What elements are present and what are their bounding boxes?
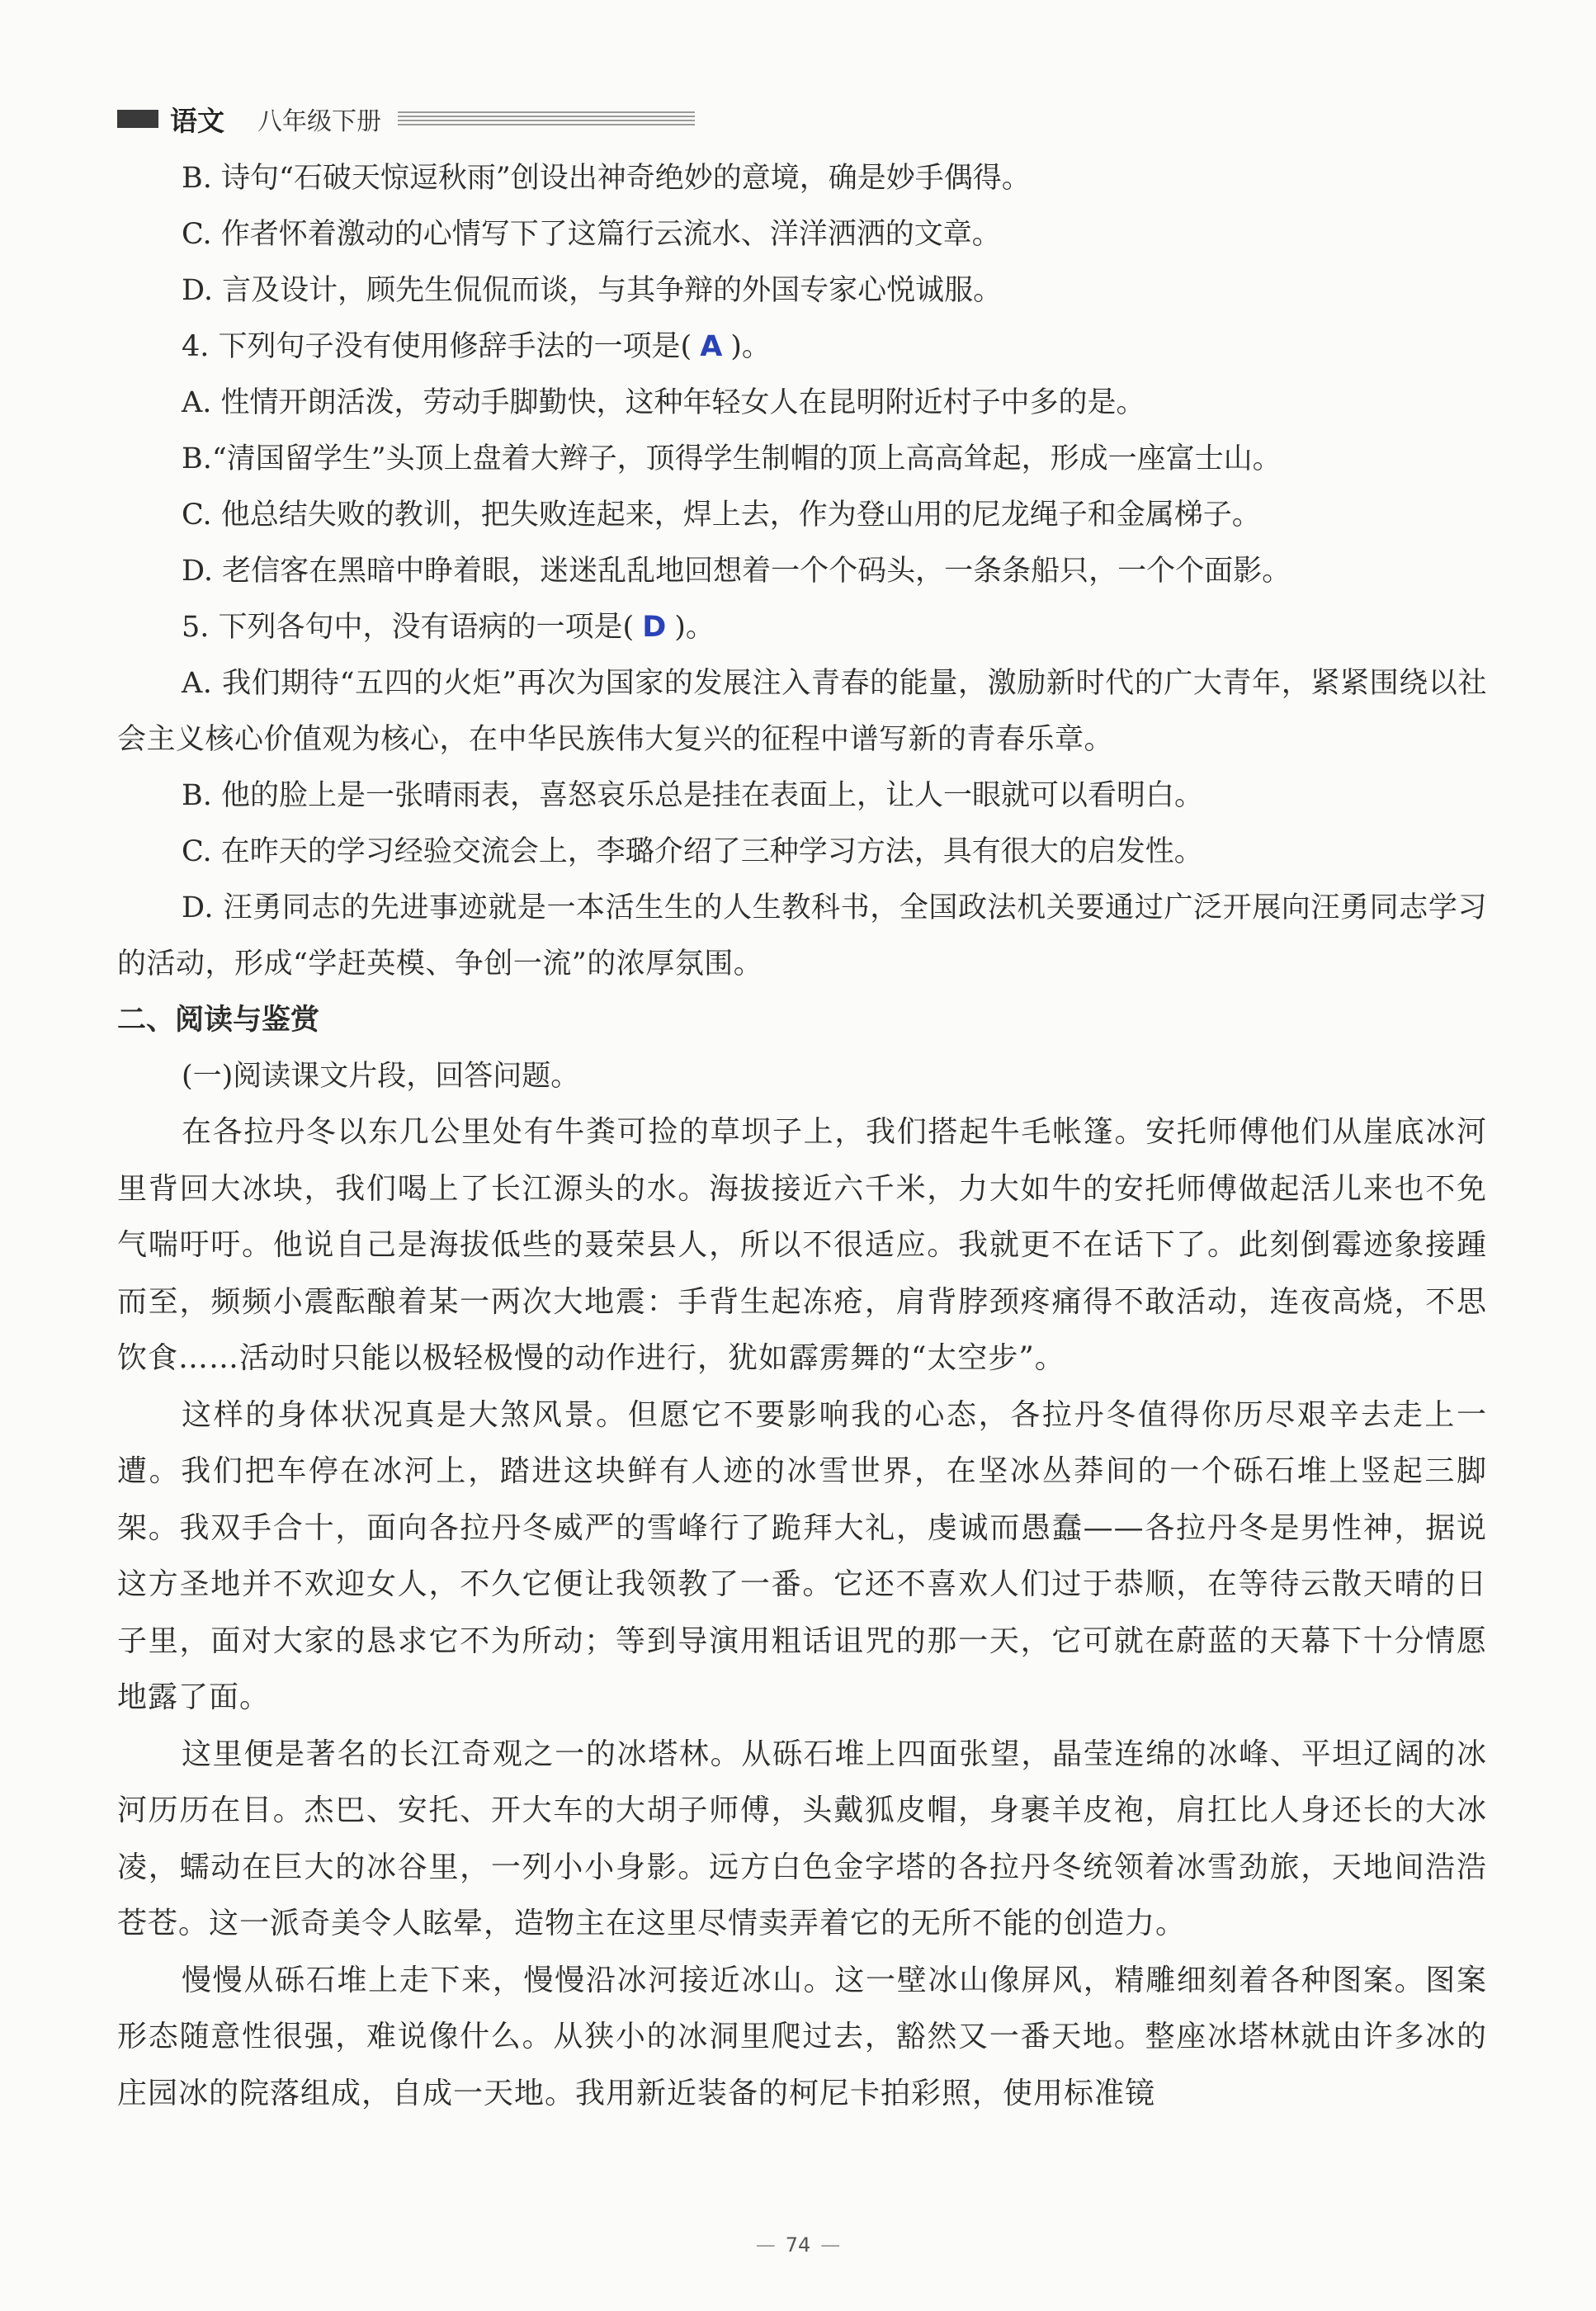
q4-option-d: D. 老信客在黑暗中睁着眼，迷迷乱乱地回想着一个个码头，一条条船只，一个个面影。 bbox=[182, 555, 1291, 588]
q5-stem-end: )。 bbox=[674, 611, 715, 644]
q3-option-b: B. 诗句“石破天惊逗秋雨”创设出神奇绝妙的意境，确是妙手偶得。 bbox=[182, 162, 1031, 195]
header-rule bbox=[398, 111, 695, 126]
q3-option-d: D. 言及设计，顾先生侃侃而谈，与其争辩的外国专家心悦诚服。 bbox=[182, 274, 1003, 307]
q5-option-b: B. 他的脸上是一张晴雨表，喜怒哀乐总是挂在表面上，让人一眼就可以看明白。 bbox=[182, 779, 1203, 812]
q4-option-c: C. 他总结失败的教训，把失败连起来，焊上去，作为登山用的尼龙绳子和金属梯子。 bbox=[182, 499, 1261, 532]
header-subject: 语文 bbox=[170, 104, 224, 137]
reading-paragraph-2: 这样的身体状况真是大煞风景。但愿它不要影响我的心态，各拉丹冬值得你历尽艰辛去走上一遭。我们把车停在冰河上，踏进这块鲜有人迹的冰雪世界，在坚冰丛莽间的一个砾石堆上竖起三脚架。我双手合十，面向各拉丹冬威严的雪峰行了跪拜大礼，虔诚而愚蠢——各拉丹冬是男性神，据说这方圣地并不欢迎女人，不久它便让我领教了一番。它还不喜欢人们过于恭顺，在等待云散天晴的日子里，面对大家的恳求它不为所动；等到导演用粗话诅咒的那一天，它可就在蔚蓝的天幕下十分情愿地露了面。 bbox=[117, 1397, 1487, 1714]
q5-stem-text: 5. 下列各句中，没有语病的一项是( bbox=[182, 611, 635, 644]
q4-answer: A bbox=[700, 330, 723, 363]
page-content bbox=[117, 150, 1487, 2122]
reading-paragraph-3: 这里便是著名的长江奇观之一的冰塔林。从砾石堆上四面张望，晶莹连绵的冰峰、平坦辽阔的冰河历历在目。杰巴、安托、开大车的大胡子师傅，头戴狐皮帽，身裹羊皮袍，肩扛比人身还长的大冰凌，蠕动在巨大的冰谷里，一列小小身影。远方白色金字塔的各拉丹冬统领着冰雪劲旅，天地间浩浩苍苍。这一派奇美令人眩晕，造物主在这里尽情卖弄着它的无所不能的创造力。 bbox=[117, 1737, 1487, 1940]
header-marker-bar bbox=[117, 110, 158, 128]
header-grade: 八年级下册 bbox=[257, 107, 381, 136]
q4-stem bbox=[117, 319, 1487, 375]
q3-option-c: C. 作者怀着激动的心情写下了这篇行云流水、洋洋洒洒的文章。 bbox=[182, 218, 1001, 251]
section-title: 二、阅读与鉴赏 bbox=[117, 1004, 320, 1037]
q4-stem-end: )。 bbox=[730, 330, 771, 363]
q5-stem bbox=[117, 599, 1487, 655]
reading-paragraph-1: 在各拉丹冬以东几公里处有牛粪可捡的草坝子上，我们搭起牛毛帐篷。安托师傅他们从崖底冰河里背回大冰块，我们喝上了长江源头的水。海拔接近六千米，力大如牛的安托师傅做起活儿来也不免气喘吁吁。他说自己是海拔低些的聂荣县人，所以不很适应。我就更不在话下了。此刻倒霉迹象接踵而至，频频小震酝酿着某一两次大地震：手背生起冻疮，肩背脖颈疼痛得不敢活动，连夜高烧，不思饮食……活动时只能以极轻极慢的动作进行，犹如霹雳舞的“太空步”。 bbox=[117, 1115, 1487, 1375]
footer-dash-right: — bbox=[820, 2233, 841, 2257]
q5-option-c: C. 在昨天的学习经验交流会上，李璐介绍了三种学习方法，具有很大的启发性。 bbox=[182, 835, 1203, 868]
q4-option-b: B.“清国留学生”头顶上盘着大辫子，顶得学生制帽的顶上高高耸起，形成一座富士山。 bbox=[182, 442, 1282, 475]
reading-paragraph-4: 慢慢从砾石堆上走下来，慢慢沿冰河接近冰山。这一壁冰山像屏风，精雕细刻着各种图案。图案形态随意性很强，难说像什么。从狭小的冰洞里爬过去，豁然又一番天地。整座冰塔林就由许多冰的庄园冰的院落组成，自成一天地。我用新近装备的柯尼卡拍彩照，使用标准镜 bbox=[117, 1963, 1487, 2110]
q4-stem-text: 4. 下列句子没有使用修辞手法的一项是( bbox=[182, 330, 692, 363]
section-subtitle: (一)阅读课文片段，回答问题。 bbox=[182, 1060, 580, 1093]
page-number: 74 bbox=[785, 2233, 811, 2257]
page-header bbox=[117, 99, 695, 139]
page-footer bbox=[0, 2233, 1596, 2257]
q5-option-a: A. 我们期待“五四的火炬”再次为国家的发展注入青春的能量，激励新时代的广大青年，紧紧围绕以社会主义核心价值观为核心，在中华民族伟大复兴的征程中谱写新的青春乐章。 bbox=[117, 667, 1487, 756]
q5-option-d: D. 汪勇同志的先进事迹就是一本活生生的人生教科书，全国政法机关要通过广泛开展向汪勇同志学习的活动，形成“学赶英模、争创一流”的浓厚氛围。 bbox=[117, 891, 1487, 981]
q5-answer: D bbox=[642, 611, 667, 644]
footer-dash-left: — bbox=[755, 2233, 776, 2257]
q4-option-a: A. 性情开朗活泼，劳动手脚勤快，这种年轻女人在昆明附近村子中多的是。 bbox=[182, 386, 1145, 419]
